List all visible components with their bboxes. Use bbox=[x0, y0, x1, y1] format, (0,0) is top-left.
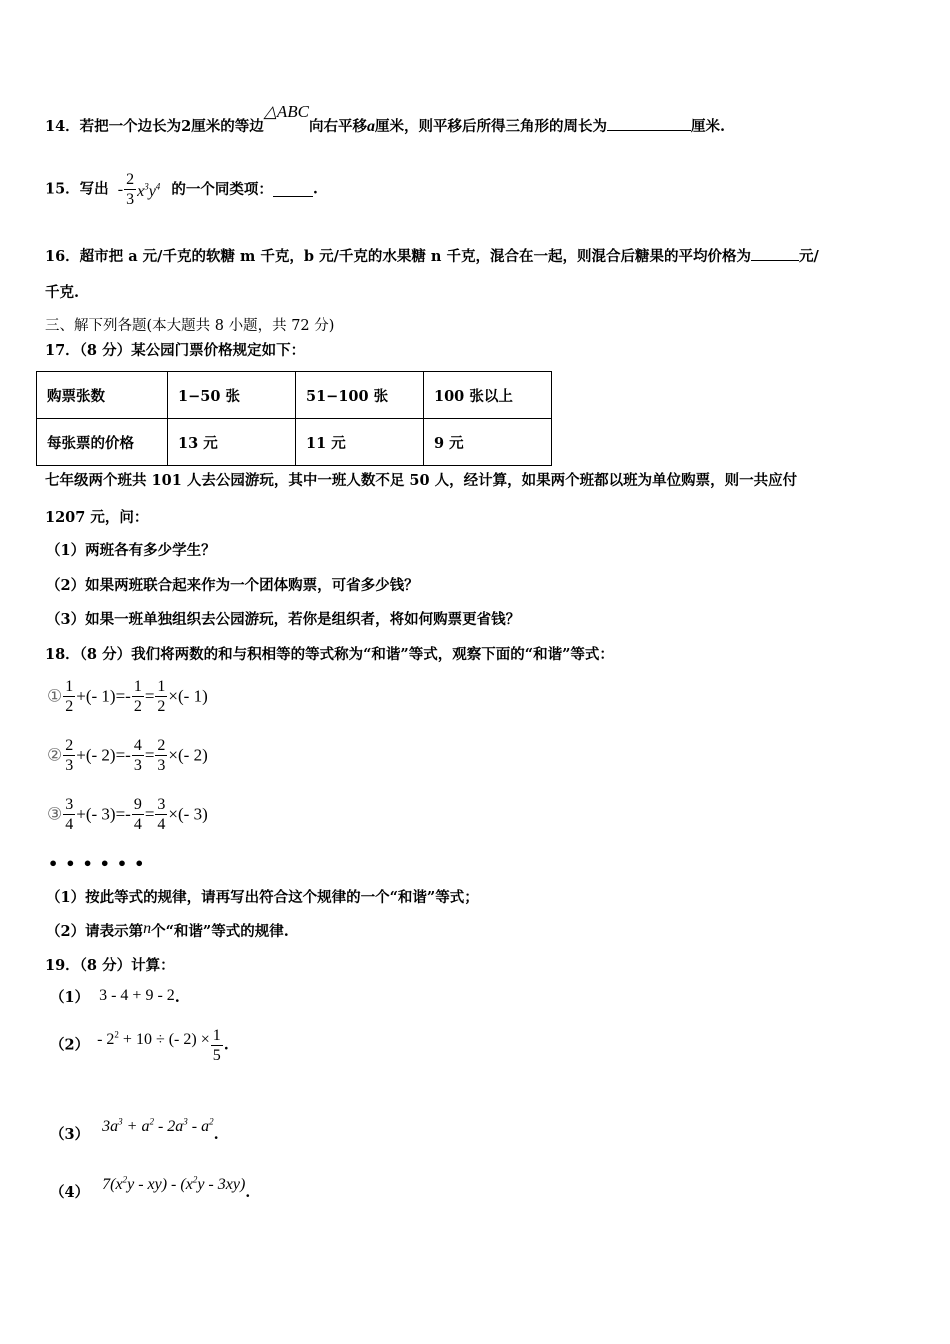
q16-answer-blank[interactable] bbox=[751, 246, 799, 261]
table-cell: 每张票的价格 bbox=[37, 419, 168, 466]
q14-suffix: 厘米. bbox=[690, 118, 726, 135]
q17-title: 17．（8 分）某公园门票价格规定如下： bbox=[45, 342, 306, 359]
table-cell: 100 张以上 bbox=[424, 372, 552, 419]
q14-mid1: 向右平移 bbox=[308, 118, 367, 135]
table-cell: 51−100 张 bbox=[296, 372, 424, 419]
q19-part1: （1） 3 - 4 + 9 - 2. bbox=[50, 987, 180, 1006]
price-table bbox=[36, 371, 552, 466]
q18-part2: （2）请表示第n个“和谐”等式的规律. bbox=[46, 920, 289, 940]
question-14 bbox=[45, 102, 726, 137]
equation-marker: ③ bbox=[47, 804, 63, 824]
triangle-abc: △ABC bbox=[263, 102, 309, 121]
q15-prefix: 15．写出 bbox=[45, 180, 109, 198]
q14-var-a: a bbox=[366, 118, 375, 135]
q19-title: 19．（8 分）计算： bbox=[45, 957, 175, 974]
question-16 bbox=[45, 246, 819, 267]
table-cell: 1−50 张 bbox=[168, 372, 296, 419]
harmony-equation-2: ② $\frac{2}{3}$ +(- 2)=- $\frac{4}{3}$ = $\frac{2}{3}$ ×(- 2) bbox=[47, 737, 208, 774]
q17-part2: （2）如果两班联合起来作为一个团体购票，可省多少钱？ bbox=[46, 577, 419, 594]
table-row bbox=[37, 419, 552, 466]
q15-monomial: $x^3y^4$ bbox=[137, 181, 161, 201]
harmony-equation-1: ① $\frac{1}{2}$ +(- 1)=- $\frac{1}{2}$ = $\frac{1}{2}$ ×(- 1) bbox=[47, 678, 208, 715]
q19-part2: $(2) - 2^2 + 10$ ÷ (- 2) × $\frac{1}{5}$ . bbox=[50, 1027, 229, 1064]
table-cell: 11 元 bbox=[296, 419, 424, 466]
q17-part3: （3）如果一班单独组织去公园游玩，若你是组织者，将如何购票更省钱？ bbox=[46, 611, 521, 628]
q15-num: 2 bbox=[126, 171, 135, 188]
q15-answer-blank[interactable] bbox=[273, 182, 313, 197]
q15-end: . bbox=[312, 180, 318, 198]
q15-suffix: 的一个同类项： bbox=[171, 180, 273, 198]
table-cell: 9 元 bbox=[424, 419, 552, 466]
equation-marker: ② bbox=[47, 745, 63, 765]
q15-den: 3 bbox=[126, 191, 135, 208]
ellipsis-dots: •••••• bbox=[48, 854, 152, 873]
q15-neg: - bbox=[117, 180, 124, 198]
table-cell: 购票张数 bbox=[37, 372, 168, 419]
harmony-equation-3: ③ $\frac{3}{4}$ +(- 3)=- $\frac{9}{4}$ = $\frac{3}{4}$ ×(- 3) bbox=[47, 796, 208, 833]
q18-title: 18．（8 分）我们将两数的和与积相等的等式称为“和谐”等式，观察下面的“和谐”等式： bbox=[45, 646, 614, 663]
q16-line1: 16．超市把 a 元/千克的软糖 m 千克，b 元/千克的水果糖 n 千克，混合在一起，则混合后糖果的平均价格为 bbox=[45, 248, 752, 265]
q16-line1-end: 元/ bbox=[799, 248, 819, 265]
question-15 bbox=[45, 170, 318, 209]
q14-mid2: 厘米，则平移后所得三角形的周长为 bbox=[374, 118, 607, 135]
q19-part4: （4） $7(x^2y - xy) - (x^2y - 3xy)$. bbox=[50, 1175, 251, 1202]
q19-part3: （3） $3a^3 + a^2 - 2a^3 - a^2$. bbox=[50, 1117, 219, 1144]
q16-line2: 千克. bbox=[45, 284, 80, 301]
q14-prefix: 14．若把一个边长为2厘米的等边 bbox=[45, 118, 264, 135]
section-3-heading: 三、解下列各题(本大题共 8 小题，共 72 分) bbox=[45, 318, 335, 334]
q14-answer-blank[interactable] bbox=[607, 116, 691, 131]
q17-part1: （1）两班各有多少学生？ bbox=[46, 542, 216, 559]
q17-desc1: 七年级两个班共 101 人去公园游玩，其中一班人数不足 50 人，经计算，如果两个班都以班为单位购票，则一共应付 bbox=[45, 472, 798, 489]
equation-marker: ① bbox=[47, 686, 63, 706]
q18-part1: （1）按此等式的规律，请再写出符合这个规律的一个“和谐”等式； bbox=[46, 889, 479, 906]
q17-desc2: 1207 元，问： bbox=[45, 509, 149, 526]
table-cell: 13 元 bbox=[168, 419, 296, 466]
q15-fraction bbox=[124, 170, 136, 209]
table-row bbox=[37, 372, 552, 419]
